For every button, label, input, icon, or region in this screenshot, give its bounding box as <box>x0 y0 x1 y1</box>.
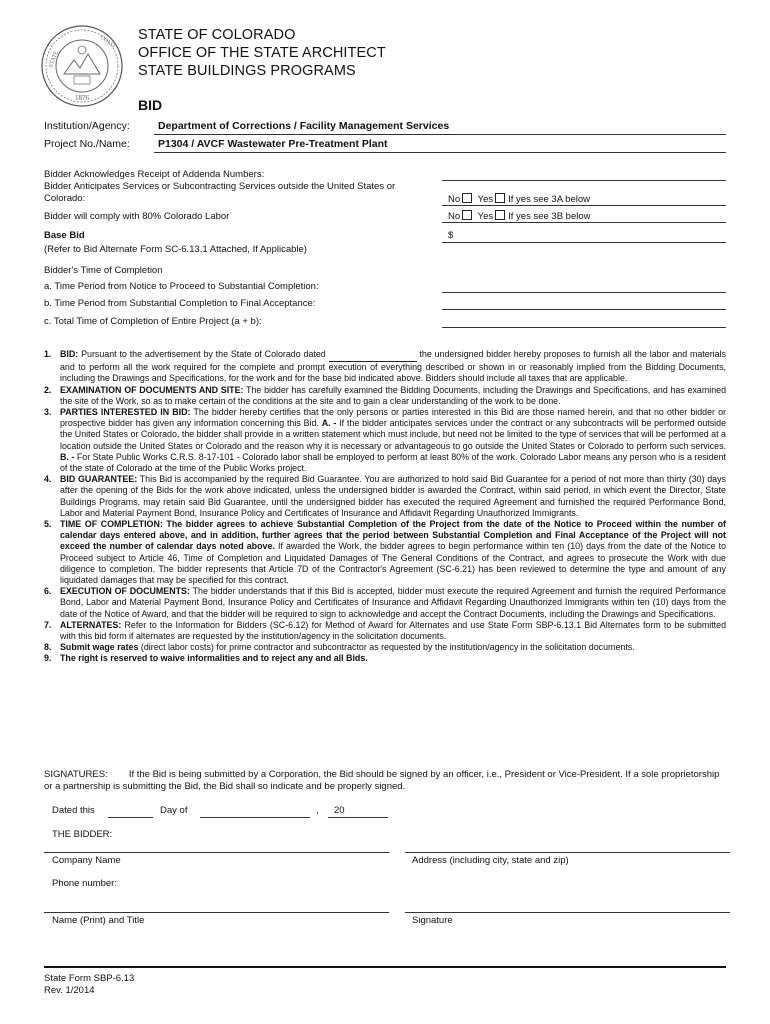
item-text: For State Public Works C.R.S. 8-17-101 - Colorado labor shall be employed to perform at least 80% of the work. Colorado Labor means any person who is a resident of the state of Colorado at the time of the Public Works project. <box>60 451 727 474</box>
list-item <box>44 474 726 519</box>
day-of-label: Day of <box>160 805 188 816</box>
time-c-input[interactable] <box>442 327 726 328</box>
footer-divider <box>44 966 726 968</box>
form-revision: Rev. 1/2014 <box>44 985 95 996</box>
advertisement-date-input[interactable] <box>329 350 417 362</box>
item-text: This Bid is accompanied by the required Bid Guarantee. You are authorized to hold said Bid Guarantee for a period of not more than thirty (30) days after the opening of the Bids for the work above indicated, unless the undersigned bidder is awarded the Contract, within said period, in which event the Director, State Buildings Programs, may retain said Bid Guarantee, until the undersigned bidder has executed the required Agreement and furnished the required Performance Bond, Labor and Material Payment Bond, Insurance Policy and Certificates of Insurance and Affidavit Regarding Unauthorized Immigrants. <box>60 474 726 518</box>
svg-text:1876: 1876 <box>75 94 89 102</box>
item-heading: ALTERNATES: <box>60 619 122 630</box>
address-input[interactable] <box>405 852 730 853</box>
outside-label-1: Bidder Anticipates Services or Subcontracting Services outside the United States or <box>44 181 396 192</box>
item-heading: PARTIES INTERESTED IN BID: <box>60 407 191 418</box>
labor-rule <box>442 222 726 223</box>
item-subheading: A. - <box>321 418 337 429</box>
item-text: If awarded the Work, the bidder agrees to begin performance within ten (10) days from the date of the Notice to Proceed subject to Article 46, Time of Completion and Liquidated Damages of The General Conditions of the Contract, and agrees to prosecute the Work with due diligence to completion. The bidder represents that Article 7D of the Contractor's Agreement (SC-6.21) has been reviewed to determine the type and amount of any liquidated damages that may be specified for this contract. <box>60 541 727 586</box>
yes-label: Yes <box>477 194 494 205</box>
time-a-input[interactable] <box>442 292 726 293</box>
list-item <box>44 620 726 642</box>
list-item <box>44 349 726 385</box>
labor-no-checkbox[interactable] <box>462 210 472 220</box>
item-heading: Submit wage rates <box>60 642 139 653</box>
item-heading: EXAMINATION OF DOCUMENTS AND SITE: <box>60 384 244 395</box>
item-heading: BID: <box>60 349 79 359</box>
base-bid-note: (Refer to Bid Alternate Form SC-6.13.1 Attached, If Applicable) <box>44 244 307 255</box>
item-number: 8. <box>44 642 52 653</box>
addenda-label: Bidder Acknowledges Receipt of Addenda Numbers: <box>44 169 265 180</box>
no-label: No <box>448 194 461 205</box>
item-text: If the bidder anticipates services under the contract or any subcontracts will be performed outside the United States or Colorado, the bidder shall provide in a written statement which must include, but need not be limited to the type of services that will be performed at a location outside the United States or Colorado and the reason why it is necessary or advantageous to go outside the United States or Colorado to perform such services. <box>60 418 727 451</box>
time-b-input[interactable] <box>442 309 726 310</box>
item-number: 6. <box>44 586 52 597</box>
time-c-label: c. Total Time of Completion of Entire Project (a + b): <box>44 316 262 327</box>
project-value: P1304 / AVCF Wastewater Pre-Treatment Plant <box>158 138 388 150</box>
signature-label: Signature <box>412 915 453 926</box>
header-office: OFFICE OF THE STATE ARCHITECT <box>138 45 386 61</box>
addenda-input[interactable] <box>442 180 726 181</box>
project-rule <box>154 152 726 153</box>
base-bid-input[interactable] <box>442 242 726 243</box>
year-prefix: 20 <box>334 805 345 816</box>
item-text: (direct labor costs) for prime contractor and subcontractor as requested by the institution/agency in the solicitation documents. <box>140 642 635 653</box>
item-text: Pursuant to the advertisement by the State of Colorado dated <box>81 349 326 359</box>
document-title: BID <box>138 97 163 113</box>
list-item <box>44 642 726 653</box>
see-3b-label: If yes see 3B below <box>508 211 591 222</box>
agency-label: Institution/Agency: <box>44 120 130 132</box>
outside-yes-checkbox[interactable] <box>495 193 505 203</box>
month-input[interactable] <box>200 817 310 818</box>
signatures-label: SIGNATURES: <box>44 769 108 780</box>
see-3a-label: If yes see 3A below <box>508 194 590 205</box>
item-number: 2. <box>44 384 52 395</box>
list-item <box>44 407 726 474</box>
outside-no-checkbox[interactable] <box>462 193 472 203</box>
yes-label: Yes <box>477 211 494 222</box>
terms-list <box>44 349 726 665</box>
header-state: STATE OF COLORADO <box>138 27 296 43</box>
list-item <box>44 586 726 620</box>
name-title-input[interactable] <box>44 912 389 913</box>
item-bold-text: The bidder agrees to achieve Substantial Completion of the Project from the date of the Notice to Proceed within the number of calendar days entered above, and in addition, further agrees that the period between Substantial Completion and Final Acceptance of the Project will not exceed the number of calendar days noted above. <box>60 519 726 552</box>
list-item <box>44 519 726 586</box>
item-number: 9. <box>44 653 52 664</box>
item-text: The bidder has carefully examined the Bidding Documents, including the Drawings and Specifications, and has examined the site of the Work, so as to make certain of the conditions at the site and to gain a clear understanding of the work to be done. <box>60 384 726 406</box>
list-item <box>44 653 726 664</box>
header-programs: STATE BUILDINGS PROGRAMS <box>138 63 356 79</box>
item-heading: The right is reserved to waive informalities and to reject any and all Bids. <box>60 653 368 664</box>
item-text: The bidder hereby certifies that the only persons or parties interested in this Bid are those named herein, and that no other bidder or prospective bidder has given any information concerning this Bid. <box>60 407 727 429</box>
comma: , <box>316 805 319 816</box>
agency-value: Department of Corrections / Facility Management Services <box>158 120 450 132</box>
outside-options <box>448 193 590 205</box>
svg-text:STATE: STATE <box>48 50 60 69</box>
time-a-label: a. Time Period from Notice to Proceed to Substantial Completion: <box>44 281 319 292</box>
base-bid-label: Base Bid <box>44 230 85 241</box>
list-item <box>44 385 726 407</box>
labor-yes-checkbox[interactable] <box>495 210 505 220</box>
item-number: 1. <box>44 349 52 359</box>
item-heading: EXECUTION OF DOCUMENTS: <box>60 586 190 597</box>
dated-label: Dated this <box>52 805 95 816</box>
day-input[interactable] <box>108 817 153 818</box>
item-number: 5. <box>44 519 52 530</box>
item-number: 7. <box>44 619 52 630</box>
signatures-text: If the Bid is being submitted by a Corporation, the Bid should be signed by an officer, i.e., President or Vice-President. If a sole proprietorship or a partnership is submitting the Bid, the Bid shall so indicate and be properly signed. <box>44 769 720 792</box>
item-heading: TIME OF COMPLETION: <box>60 519 163 530</box>
company-input[interactable] <box>44 852 389 853</box>
name-title-label: Name (Print) and Title <box>52 915 145 926</box>
item-number: 4. <box>44 474 52 485</box>
labor-options <box>448 210 591 222</box>
time-b-label: b. Time Period from Substantial Completion to Final Acceptance: <box>44 298 316 309</box>
svg-text:COLO: COLO <box>98 34 116 50</box>
item-text: Refer to the Information for Bidders (SC-6.12) for Method of Award for Alternates and use State Form SBP-6.13.1 Bid Alternates form to be submitted with this bid form if alternates are requested by the institution/agency in the solicitation documents. <box>60 619 727 642</box>
no-label: No <box>448 211 461 222</box>
address-label: Address (including city, state and zip) <box>412 855 569 866</box>
item-text: The bidder understands that if this Bid is accepted, bidder must execute the required Agreement and furnish the required Performance Bond, Labor and Material Payment Bond, Insurance Policy and Certificates of Insurance and Affidavit Regarding Unauthorized Immigrants within ten (10) days from the date of the Notice of Award, and that the bidder will be required to sign to acknowledge and accept the Contract Documents, including the Drawings and Specifications. <box>60 586 726 619</box>
agency-rule <box>154 134 726 135</box>
year-input[interactable] <box>328 817 388 818</box>
completion-heading: Bidder's Time of Completion <box>44 265 163 276</box>
outside-rule <box>442 205 726 206</box>
item-heading: BID GUARANTEE: <box>60 474 138 485</box>
dollar-sign: $ <box>448 230 454 241</box>
company-label: Company Name <box>52 855 121 866</box>
form-number: State Form SBP-6.13 <box>44 973 135 984</box>
signature-input[interactable] <box>405 912 730 913</box>
outside-label-2: Colorado: <box>44 193 86 204</box>
labor-label: Bidder will comply with 80% Colorado Labor <box>44 211 230 222</box>
item-subheading: B. - <box>60 451 75 462</box>
signatures-paragraph <box>44 769 726 793</box>
state-seal-logo <box>40 24 124 108</box>
project-label: Project No./Name: <box>44 138 130 150</box>
bidder-label: THE BIDDER: <box>52 829 113 840</box>
item-text: the undersigned bidder hereby proposes to furnish all the labor and materials and to perform all the work required for the complete and prompt execution of everything described or shown in or reasonably implied from the Bidding Documents, including the Drawings and Specifications, for the work and for the base bid indicated above. Bidders should include all taxes that are applicable. <box>60 349 726 384</box>
item-number: 3. <box>44 407 52 418</box>
phone-label: Phone number: <box>52 878 117 889</box>
